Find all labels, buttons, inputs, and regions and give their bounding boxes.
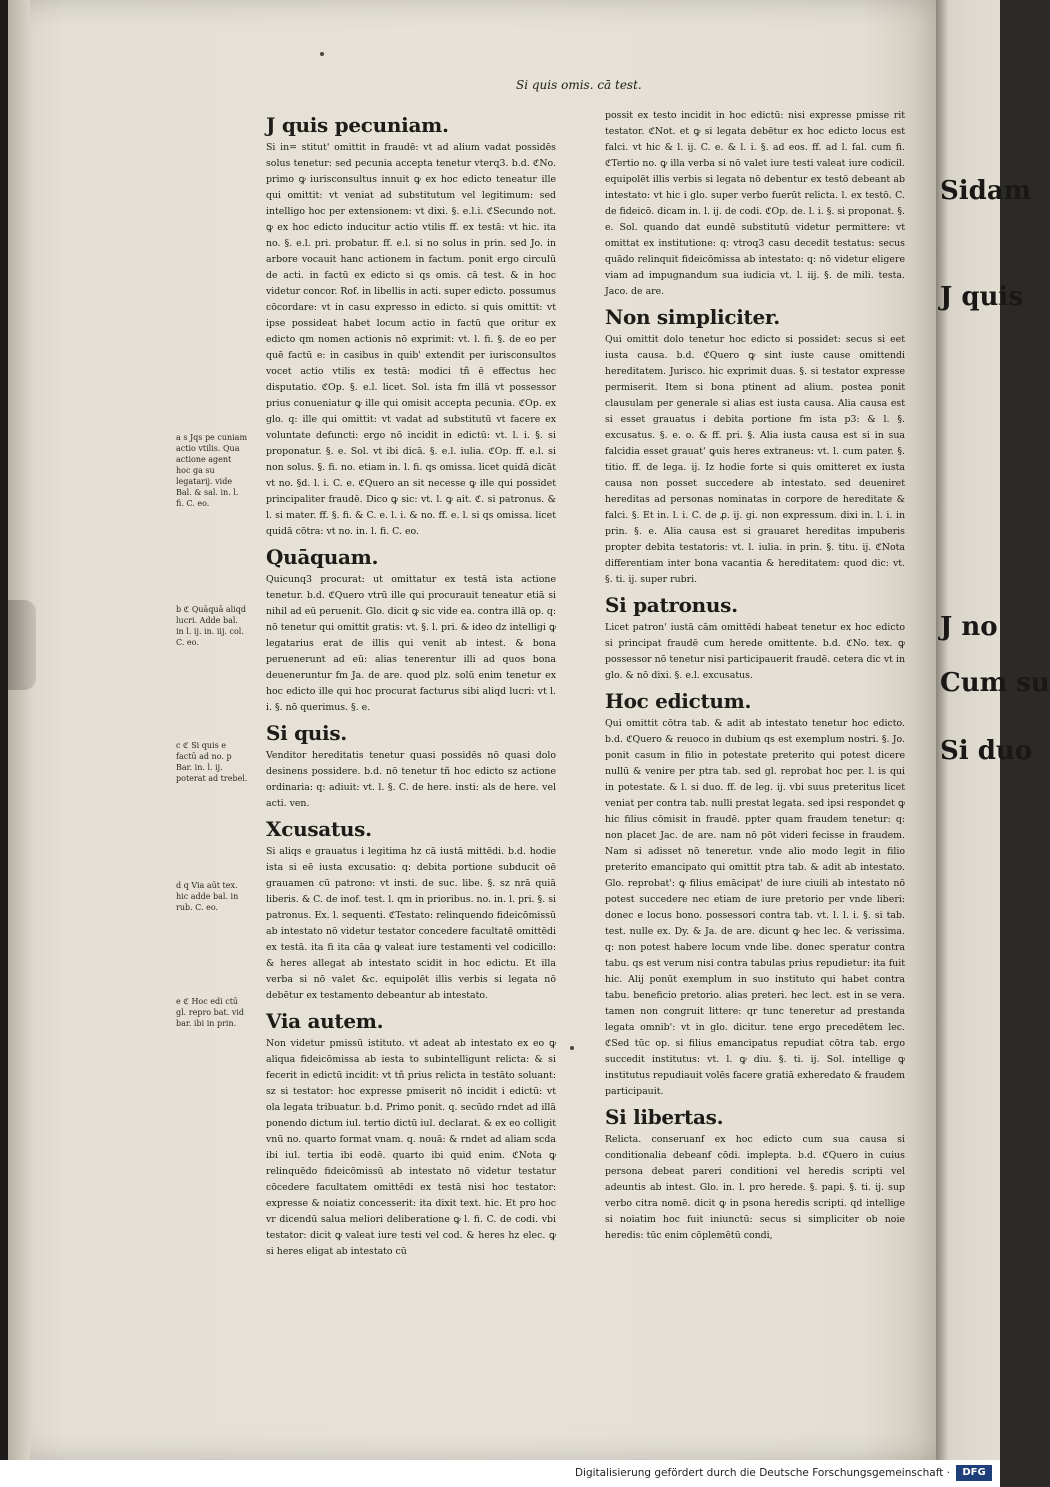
adjacent-page-fragment: Cum su [940,668,1050,698]
adjacent-page-fragment: Si duo [940,736,1033,766]
section [266,1010,556,1260]
section-rubric: Si quis. [266,721,347,745]
footer-credit: Digitalisierung gefördert durch die Deutsche Forschungsgemeinschaft · [574,1467,950,1479]
marginal-gloss: a s Jqs pe cuniam actio vtilis. Qua actione agent hoc ga su legatarij. vide Bal. & sal. in. l. fi. C. eo. [176,433,248,508]
adjacent-page-fragment: J no [940,612,998,642]
section-rubric: Si patronus. [605,593,738,617]
section [605,690,905,1100]
section [605,306,905,588]
adjacent-page-fragment: J quis [940,282,1023,312]
digitization-footer [0,1460,1000,1487]
section [266,722,556,812]
section [266,818,556,1004]
paper-speck [320,52,324,56]
section-text: Qui omittit dolo tenetur hoc edicto si possidet: secus si eet iusta causa. b.d. ℭQuero ꝙ sint iuste cause omittendi hereditatem. Jurisco. hic exprimit duas. §. si testator expresse permiserit. Item si bona ptinent ad alium. postea ponit clausulam per generale si alias est iusta causa. Alia causa est si esset grauatus i debita portione fm ista p3: & l. §. excusatus. §. e. o. & ff. pri. §. Alia iusta causa est si in sua falcidia esset grauat' ꝙuis heres extraneus: vt. l. cum pater. §. titio. ff. de lega. ij. Iz hodie forte si quis omitteret ex iusta causa non posset succedere ab intestato. sed deueniret hereditas ad personas nominatas in corpore de hereditate & falci. §. Et in. l. i. C. de ꝓ. ij. gi. non expressum. dixi in. l. i. in prin. §. e. Alia causa est si grauaret hereditas impuberis propter debita testatoris: vt. l. iulia. in prin. §. titu. ij. ℭNota differentiam inter bona vacantia & hereditatem: quod dic: vt. §. ti. ij. super rubri. [605,334,905,585]
marginal-gloss: b ℭ Quāquā aliqd lucri. Adde bal. in l. ij. in. iij. col. C. eo. [176,605,247,647]
section-rubric: Via autem. [266,1009,384,1033]
section-rubric: J quis pecuniam. [266,113,449,137]
section-text: Licet patron' iustā cām omittēdi habeat tenetur ex hoc edicto si principat fraudē cum herede omittente. b.d. ℭNo. tex. ꝙ possessor nō tenetur nisi participauerit fraudē. cetera dic vt in glo. & nō dixi. §. e.l. excusatus. [605,622,905,681]
section [605,594,905,684]
section [605,108,905,300]
adjacent-page-edge [936,0,1050,1460]
section-text: Non videtur pmissū istituto. vt adeat ab intestato ex eo ꝙ aliqua fideicōmissa ab iesta to subintelligunt relicta: & si fecerit in edictū incidit: vt tñ prius relicta in testāto soluant: sz si testator: hoc expresse pmiserit nō incidit i edictū: vt ola legata tribuatur. b.d. Primo ponit. q. secūdo rndet ad illā ponendo dictum iul. tertio dictū iul. declarat. & ex eo colligit vnū no. quarto format vnam. q. nouā: & rndet ad aliam scda ibi iul. tertia ibi eodē. quarto ibi quid enim. ℭNota ꝙ relinquēdo fideicōmissū ab intestato nō videtur testatur cōcedere facultatem omittēdi ex testā nisi hoc testator: expresse & noiatiz concesserit: ita dixit text. hic. Et pro hoc vr dicendū salua meliori deliberatione ꝙ l. fi. C. de codi. vbi testator: dicit ꝙ valeat iure testi vel cod. & heres hz elec. ꝙ si heres eligat ab intestato cū [266,1038,556,1257]
marginal-gloss: c ℭ Si quis e factū ad no. p Bar. in. l. ij. poterat ad trebel. [176,741,248,783]
section-text: possit ex testo incidit in hoc edictū: nisi expresse pmisse rit testator. ℭNot. et ꝙ si legata debētur ex hoc edicto locus est falci. vt hic & l. ij. C. e. & l. i. §. ad eos. ff. ad l. fal. cum fi. ℭTertio no. ꝙ illa verba si nō valet iure testi valeat iure codicil. equipolēt illis verbis si legata nō debentur ex testō debeant ab intestato: vt hic i glo. super verbo fuerūt relicta. l. ex testō. C. de fideicō. dicam in. l. ij. de codi. ℭOp. de. l. i. §. si proponat. §. e. Sol. quando dat eundē substitutū videtur permittere: vt omittat ex institutione: q: vtroq3 casu decedit testatus: secus quādo relinquit fideicōmissa ab intestato: q: nō videtur eligere viam ad impugnandum sua iudicia vt. l. iij. §. de mili. testa. Jaco. de are. [605,110,905,297]
section-text: Qui omittit cōtra tab. & adit ab intestato tenetur hoc edicto. b.d. ℭQuero & reuoco in dubium qs est exemplum nostri. §. Jo. ponit casum in filio in potestate preterito qui potest dicere nullū & venire per ptra tab. sed gl. reprobat hoc per. l. is qui in potestate. & l. si duo. ff. de leg. ij. vbi suus preteritus licet veniat per contra tab. nulli prestat legata. sed ipsi respondet ꝙ hic filius cōmisit in fraudē. ppter quam fraudem tenetur: q: non placet Jac. de are. nam nō pōt videri fecisse in fraudem. Nam si adisset nō teneretur. vnde alio modo legit in filio preterito emancipato qui omittit ptra tab. & adit ab intestato. Glo. reprobat': ꝙ filius emācipat' de iure ciuili ab intestato nō potest succedere nec etiam de iure pretorio per vnde liberi: donec e locus bono. possessori contra tab. vt. l. l. i. §. si tab. test. nulle ex. Dy. & Ja. de are. dicunt ꝙ hec lec. & verissima. q: non potest habere locum vnde libe. donec speratur contra tabu. qs est verum nisi contra tabulas prius repudietur: ita fuit hic. Alij ponūt exemplum in suo instituto qui habet contra tabu. beneficio pretorio. alias preteri. hec lect. est in se vera. tamen non congruit littere: qr tunc teneretur ad prestanda legata omnib': vt in glo. dicitur. tene ergo precedētem lec. ℭSed tūc op. si filius emancipatus repudiat cōtra tab. ergo succedit institutus: vt. l. ꝙ diu. §. ti. ij. Sol. intellige ꝙ institutus repudiauit volēs facere gratiā exheredato & fraudem participauit. [605,718,905,1097]
marginal-gloss: e ℭ Hoc edi ctū gl. repro bat. vid bar. ibi in prin. [176,997,245,1028]
section-rubric: Xcusatus. [266,817,372,841]
section-text: Si in= stitut' omittit in fraudē: vt ad alium vadat possidēs solus tenetur: sed pecunia accepta tenetur vterq3. b.d. ℭNo. primo ꝙ iurisconsultus innuit ꝙ ex hoc edicto teneatur ille qui omittit: vt veniat ad substitutum vel legitimum: sed intelligo hoc per extensionem: vt dixi. §. e.l.i. ℭSecundo not. ꝙ ex hoc edicto inducitur actio vtilis ff. ex testā: vt hic. ita no. §. e.l. pri. probatur. ff. e.l. si no solus in prin. sed Jo. in arbore vocauit hanc actionem in factum. ponit ergo circulū de acti. in factū ex edicto si qs omis. cā test. & in hoc videtur concor. Rof. in libellis in acti. super edicto. possumus cōcordare: vt in casu expresso in edicto. si quis omittit: vt ipse possideat habet locum actio in factū que oritur ex edicto qm nomen actionis nō exprimit: vt. l. fi. §. de eo per quē factū e: in casibus in quib' extendit per iurisconsultos vocet actio vtilis ex testā: modici tñ ē effectus hec disputatio. ℭOp. §. e.l. licet. Sol. ista fm illā vt possessor prius conueniatur ꝙ ille qui omisit accepta pecunia. ℭOp. ex glo. q: ille qui omittit: vt vadat ad substitutū vt facere ex voluntate defuncti: ergo nō incidit in edictū: vt. l. i. §. si proponatur. §. e. Sol. vt ibi dicā. §. e.l. iulia. ℭOp. ff. e.l. si non solus. §. fi. no. etiam in. l. fi. qs omissa. licet quidā dicāt vt no. §d. l. i. C. e. ℭQuero an sit necesse ꝙ ille qui possidet principaliter fraudē. Dico ꝙ sic: vt. l. ꝙ ait. ℭ. si patronus. & l. si mater. ff. §. fi. & C. e. l. i. & no. ff. e. l. si qs omissa. licet quidā cōtra: vt no. in. l. fi. C. eo. [266,142,556,537]
section-rubric: Hoc edictum. [605,689,752,713]
dfg-logo: DFG [956,1465,992,1481]
book-page [8,0,936,1460]
page-gutter-edge [8,0,30,1460]
right-text-column [605,108,905,1246]
running-head: Si quis omis. cā test. [516,78,642,92]
section-text: Quicunq3 procurat: ut omittatur ex testā ista actione tenetur. b.d. ℭQuero vtrū ille qui procurauit teneatur etiā si nihil ad eū peruenit. Glo. dicit ꝙ sic vide ea. contra illā op. q: nō tenetur qui omittit gratis: vt. §. l. pri. & ideo dz intelligi ꝙ legatarius erat de illis qui venit ab intest. & bona peruenerunt ad eū: alias tenerentur illi ad quos bona deueneruntur fm Ja. de are. quod plz. solū enim tenetur ex hoc edicto ille qui hoc procurat facturus sibi aliqd lucri: vt l. i. §. nō querimus. §. e. [266,574,556,713]
adjacent-page-fragment: Sidam [940,176,1032,206]
section-rubric: Quāquam. [266,545,379,569]
section-text: Relicta. conseruanf ex hoc edicto cum sua causa si conditionalia debeanf cōdi. implepta. b.d. ℭQuero in cuius persona debeat pareri conditioni vel heredis scripti vel adeuntis ab intest. Glo. in. l. pro herede. §. papi. §. ti. ij. sup verbo citra nomē. dicit ꝙ in psona heredis scripti. qd intellige si noiatim hoc fuit iniunctū: secus si simpliciter ob noie heredis: tūc enim cōplemētū condi, [605,1134,905,1241]
section-rubric: Non simpliciter. [605,305,780,329]
left-text-column [266,108,556,1262]
section [266,114,556,540]
section-rubric: Si libertas. [605,1105,724,1129]
book-clasp [8,600,36,690]
marginal-gloss: d q Via aūt tex. hic adde bal. in rub. C. eo. [176,881,239,912]
section [266,546,556,716]
section-text: Si aliqs e grauatus i legitima hz cā iustā mittēdi. b.d. hodie ista si eē iusta excusatio: q: debita portione subducit oē grauamen cū patrono: vt insti. de suc. libe. §. sz nrā quiā liberis. & C. de inof. test. l. qm in prioribus. no. in. l. pri. §. si patronus. Ex. l. sequenti. ℭTestato: relinquendo fideicōmissū ab intestato nō videtur testator concedere facultatē omittēdi ex testā. ita fi ita cāa ꝙ valeat iure testamenti vel codicillo: & heres allegat ab intestato scidit in hoc edictu. Et illa verba si nō valet &c. equipolēt illis verbis si legata nō debētur ex testamento debeantur ab intestato. [266,846,556,1001]
section [605,1106,905,1244]
paper-speck [570,1046,574,1050]
section-text: Venditor hereditatis tenetur quasi possidēs nō quasi dolo desinens possidere. b.d. nō tenetur tñ hoc edicto sz actione ordinaria: q: adiuit: vt. l. §. C. de here. insti: als de here. vel acti. ven. [266,750,556,809]
